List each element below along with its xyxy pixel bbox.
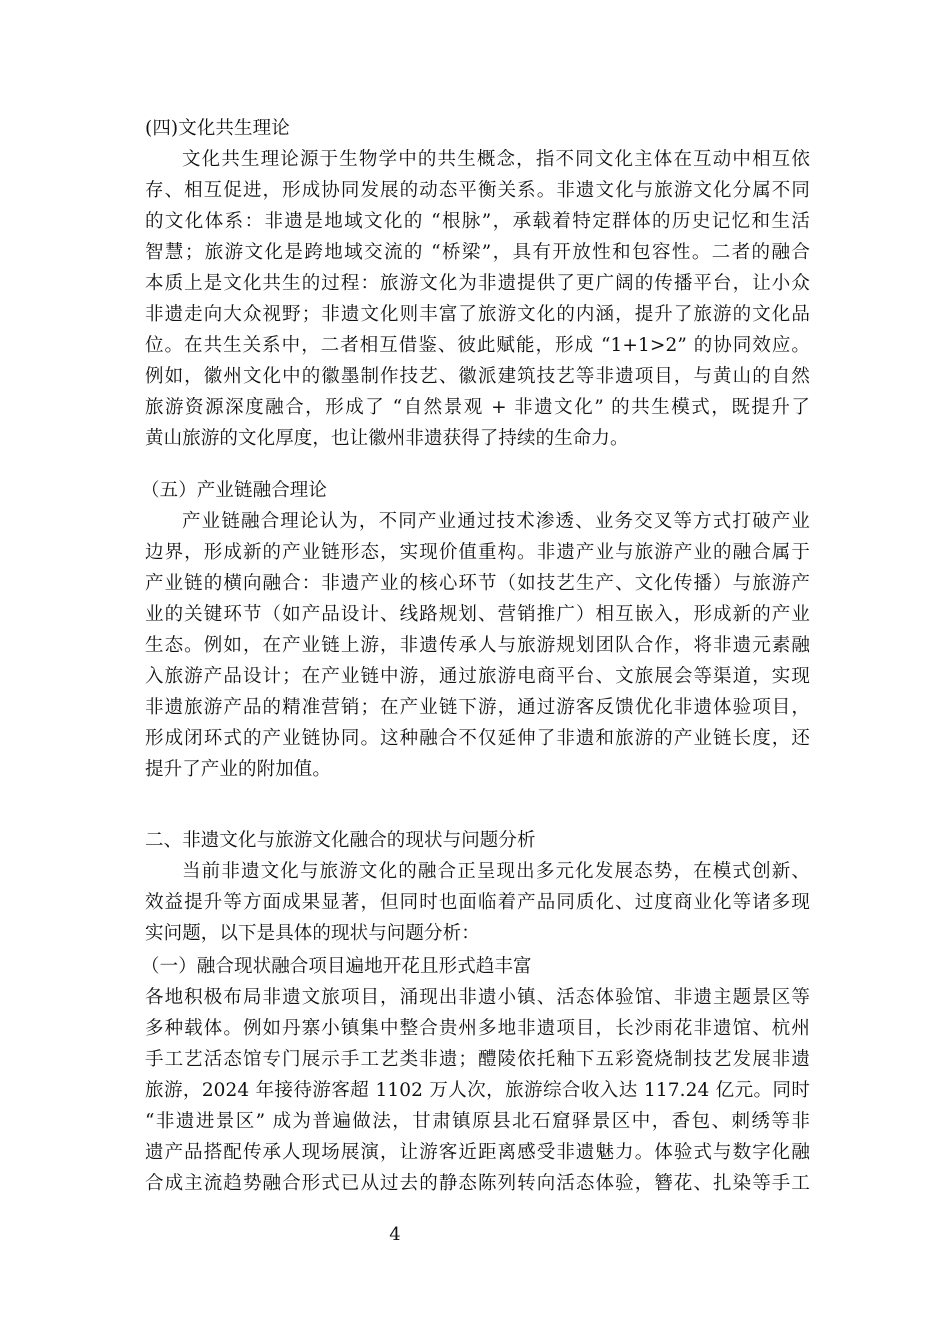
paragraph-line: 位。在共生关系中，二者相互借鉴、彼此赋能，形成 “1+1>2” 的协同效应。 [145,335,810,356]
section-heading-5: （五）产业链融合理论 [141,480,328,501]
subsection-heading: （一）融合现状融合项目遍地开花且形式趋丰富 [141,956,532,977]
paragraph-line: 的文化体系：非遗是地域文化的 “根脉”，承载着特定群体的历史记忆和生活 [145,211,810,232]
paragraph-line: 入旅游产品设计；在产业链中游，通过旅游电商平台、文旅展会等渠道，实现 [145,666,810,687]
paragraph-line: 当前非遗文化与旅游文化的融合正呈现出多元化发展态势，在模式创新、 [182,861,810,882]
paragraph-line: 实问题，以下是具体的现状与问题分析： [145,923,480,944]
section-heading-4: (四)文化共生理论 [145,118,290,139]
paragraph-line: 非遗旅游产品的精准营销；在产业链下游，通过游客反馈优化非遗体验项目， [145,697,810,718]
paragraph-line: 旅游资源深度融合，形成了 “自然景观 + 非遗文化” 的共生模式，既提升了 [145,397,810,418]
paragraph-line: 旅游，2024 年接待游客超 1102 万人次，旅游综合收入达 117.24 亿元。同时 [145,1080,810,1101]
paragraph-line: 手工艺活态馆专门展示手工艺类非遗；醴陵依托釉下五彩瓷烧制技艺发展非遗 [145,1049,810,1070]
paragraph-line: 提升了产业的附加值。 [145,759,332,780]
paragraph-line: 本质上是文化共生的过程：旅游文化为非遗提供了更广阔的传播平台，让小众 [145,273,810,294]
page-number: 4 [389,1224,401,1245]
paragraph-line: 遗产品搭配传承人现场展演，让游客近距离感受非遗魅力。体验式与数字化融 [145,1142,810,1163]
paragraph-line: 多种载体。例如丹寨小镇集中整合贵州多地非遗项目，长沙雨花非遗馆、杭州 [145,1018,810,1039]
paragraph-line: 生态。例如，在产业链上游，非遗传承人与旅游规划团队合作，将非遗元素融 [145,635,810,656]
chapter-heading: 二、非遗文化与旅游文化融合的现状与问题分析 [145,830,536,851]
paragraph-line: 边界，形成新的产业链形态，实现价值重构。非遗产业与旅游产业的融合属于 [145,542,810,563]
paragraph-line: 例如，徽州文化中的徽墨制作技艺、徽派建筑技艺等非遗项目，与黄山的自然 [145,366,810,387]
paragraph-line: “非遗进景区” 成为普遍做法，甘肃镇原县北石窟驿景区中，香包、刺绣等非 [145,1111,810,1132]
paragraph-line: 黄山旅游的文化厚度，也让徽州非遗获得了持续的生命力。 [145,428,629,449]
paragraph-line: 产业链融合理论认为，不同产业通过技术渗透、业务交叉等方式打破产业 [182,511,810,532]
paragraph-line: 业的关键环节（如产品设计、线路规划、营销推广）相互嵌入，形成新的产业 [145,604,810,625]
paragraph-line: 形成闭环式的产业链协同。这种融合不仅延伸了非遗和旅游的产业链长度，还 [145,728,810,749]
paragraph-line: 存、相互促进，形成协同发展的动态平衡关系。非遗文化与旅游文化分属不同 [145,180,810,201]
paragraph-line: 非遗走向大众视野；非遗文化则丰富了旅游文化的内涵，提升了旅游的文化品 [145,304,810,325]
paragraph-line: 智慧；旅游文化是跨地域交流的 “桥梁”，具有开放性和包容性。二者的融合 [145,242,810,263]
paragraph-line: 效益提升等方面成果显著，但同时也面临着产品同质化、过度商业化等诸多现 [145,892,810,913]
paragraph-line: 合成主流趋势融合形式已从过去的静态陈列转向活态体验，簪花、扎染等手工 [145,1173,810,1194]
paragraph-line: 各地积极布局非遗文旅项目，涌现出非遗小镇、活态体验馆、非遗主题景区等 [145,987,810,1008]
paragraph-line: 产业链的横向融合：非遗产业的核心环节（如技艺生产、文化传播）与旅游产 [145,573,810,594]
paragraph-line: 文化共生理论源于生物学中的共生概念，指不同文化主体在互动中相互依 [182,149,810,170]
